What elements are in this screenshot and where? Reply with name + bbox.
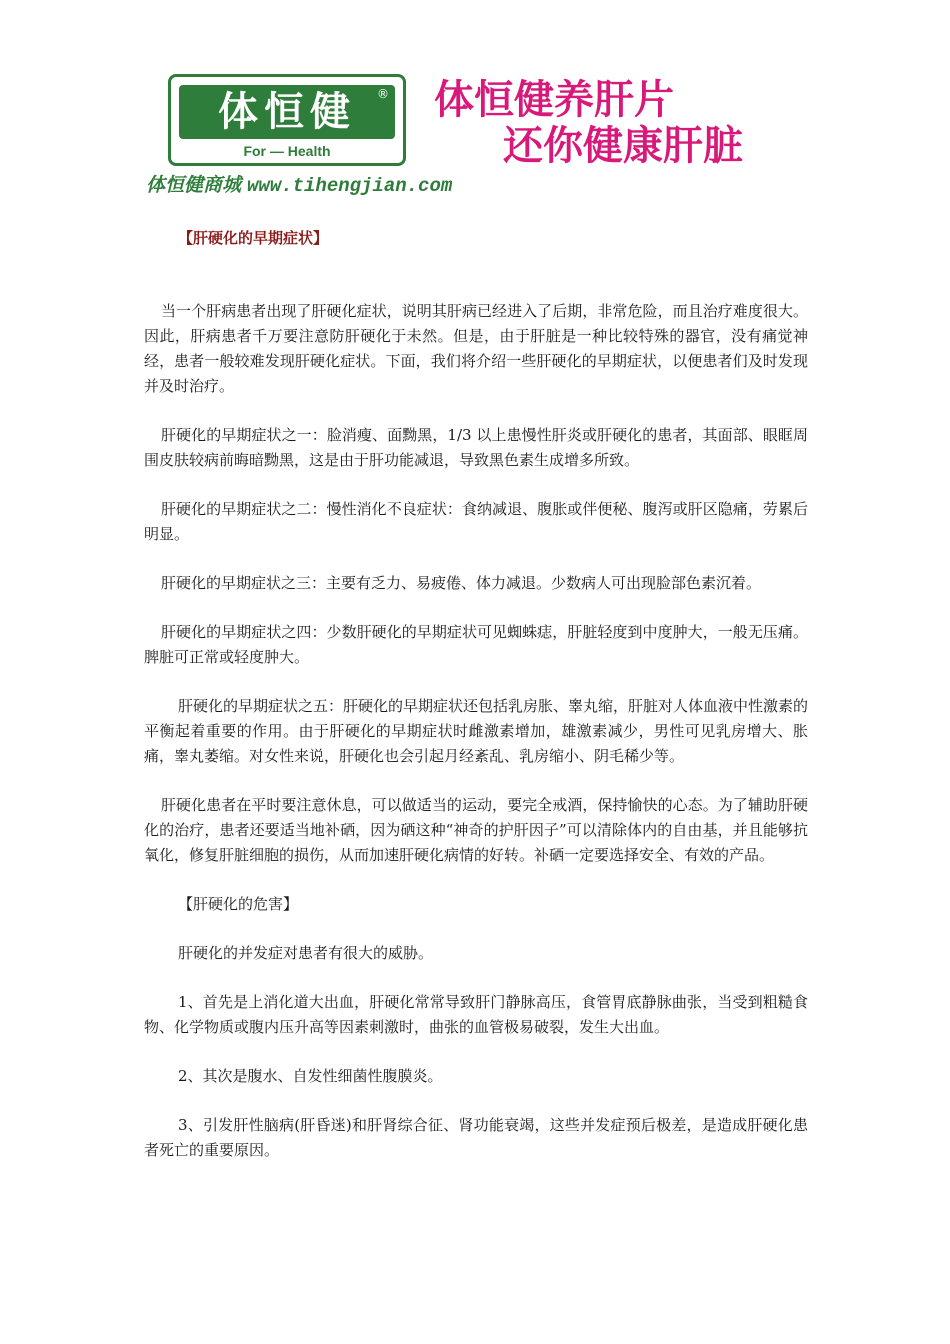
article-body (144, 226, 808, 1163)
logo-mark: 体恒健 (218, 89, 356, 135)
logo-english-tagline: For — Health (243, 143, 331, 159)
shop-url-link[interactable]: www.tihengjian.com (247, 175, 453, 197)
advice-paragraph: 肝硬化患者在平时要注意休息，可以做适当的运动，要完全戒酒，保持愉快的心态。为了辅助肝硬化的治疗，患者还要适当地补硒，因为硒这种“神奇的护肝因子”可以清除体内的自由基，并且能够抗氧化，修复肝脏细胞的损伤，从而加速肝硬化病情的好转。补硒一定要选择安全、有效的产品。 (144, 796, 808, 864)
logo-badge (179, 85, 395, 139)
symptom-paragraph-1: 肝硬化的早期症状之一：脸消瘦、面黝黑，1/3 以上患慢性肝炎或肝硬化的患者，其面部、眼眶周围皮肤较病前晦暗黝黑，这是由于肝功能减退，导致黑色素生成增多所致。 (144, 426, 808, 469)
symptom-paragraph-2: 肝硬化的早期症状之二：慢性消化不良症状：食纳减退、腹胀或伴便秘、腹泻或肝区隐痛，劳累后明显。 (144, 500, 808, 543)
shop-banner (146, 170, 452, 197)
registered-mark: ® (377, 87, 389, 101)
intro-paragraph: 当一个肝病患者出现了肝硬化症状，说明其肝病已经进入了后期，非常危险，而且治疗难度很大。因此，肝病患者千万要注意防肝硬化于未然。但是，由于肝脏是一种比较特殊的器官，没有痛觉神经，患者一般较难发现肝硬化症状。下面，我们将介绍一些肝硬化的早期症状，以便患者们及时发现并及时治疗。 (144, 302, 808, 395)
section-heading-harm: 【肝硬化的危害】 (178, 895, 299, 913)
harm-item-3: 3、引发肝性脑病(肝昏迷)和肝肾综合征、肾功能衰竭，这些并发症预后极差，是造成肝硬化患者死亡的重要原因。 (144, 1116, 808, 1159)
slogan-line-2: 还你健康肝脏 (503, 123, 743, 169)
harm-item-1: 1、首先是上消化道大出血，肝硬化常常导致肝门静脉高压，食管胃底静脉曲张，当受到粗糙食物、化学物质或腹内压升高等因素刺激时，曲张的血管极易破裂，发生大出血。 (144, 993, 808, 1036)
harm-intro-paragraph: 肝硬化的并发症对患者有很大的威胁。 (178, 944, 434, 962)
symptom-paragraph-3: 肝硬化的早期症状之三：主要有乏力、易疲倦、体力减退。少数病人可出现脸部色素沉着。 (161, 574, 762, 592)
slogan-line-1: 体恒健养肝片 (434, 77, 674, 123)
shop-name: 体恒健商城 (146, 174, 242, 196)
symptom-paragraph-4: 肝硬化的早期症状之四：少数肝硬化的早期症状可见蜘蛛痣，肝脏轻度到中度肿大，一般无压痛。脾脏可正常或轻度肿大。 (144, 623, 808, 666)
harm-item-2: 2、其次是腹水、自发性细菌性腹膜炎。 (178, 1067, 443, 1085)
symptom-paragraph-5: 肝硬化的早期症状之五：肝硬化的早期症状还包括乳房胀、睾丸缩，肝脏对人体血液中性激素的平衡起着重要的作用。由于肝硬化的早期症状时雌激素增加，雄激素减少，男性可见乳房增大、胀痛，睾丸萎缩。对女性来说，肝硬化也会引起月经紊乱、乳房缩小、阴毛稀少等。 (144, 697, 809, 765)
brand-logo (168, 74, 406, 166)
section-heading-early-symptoms: 【肝硬化的早期症状】 (178, 229, 329, 247)
